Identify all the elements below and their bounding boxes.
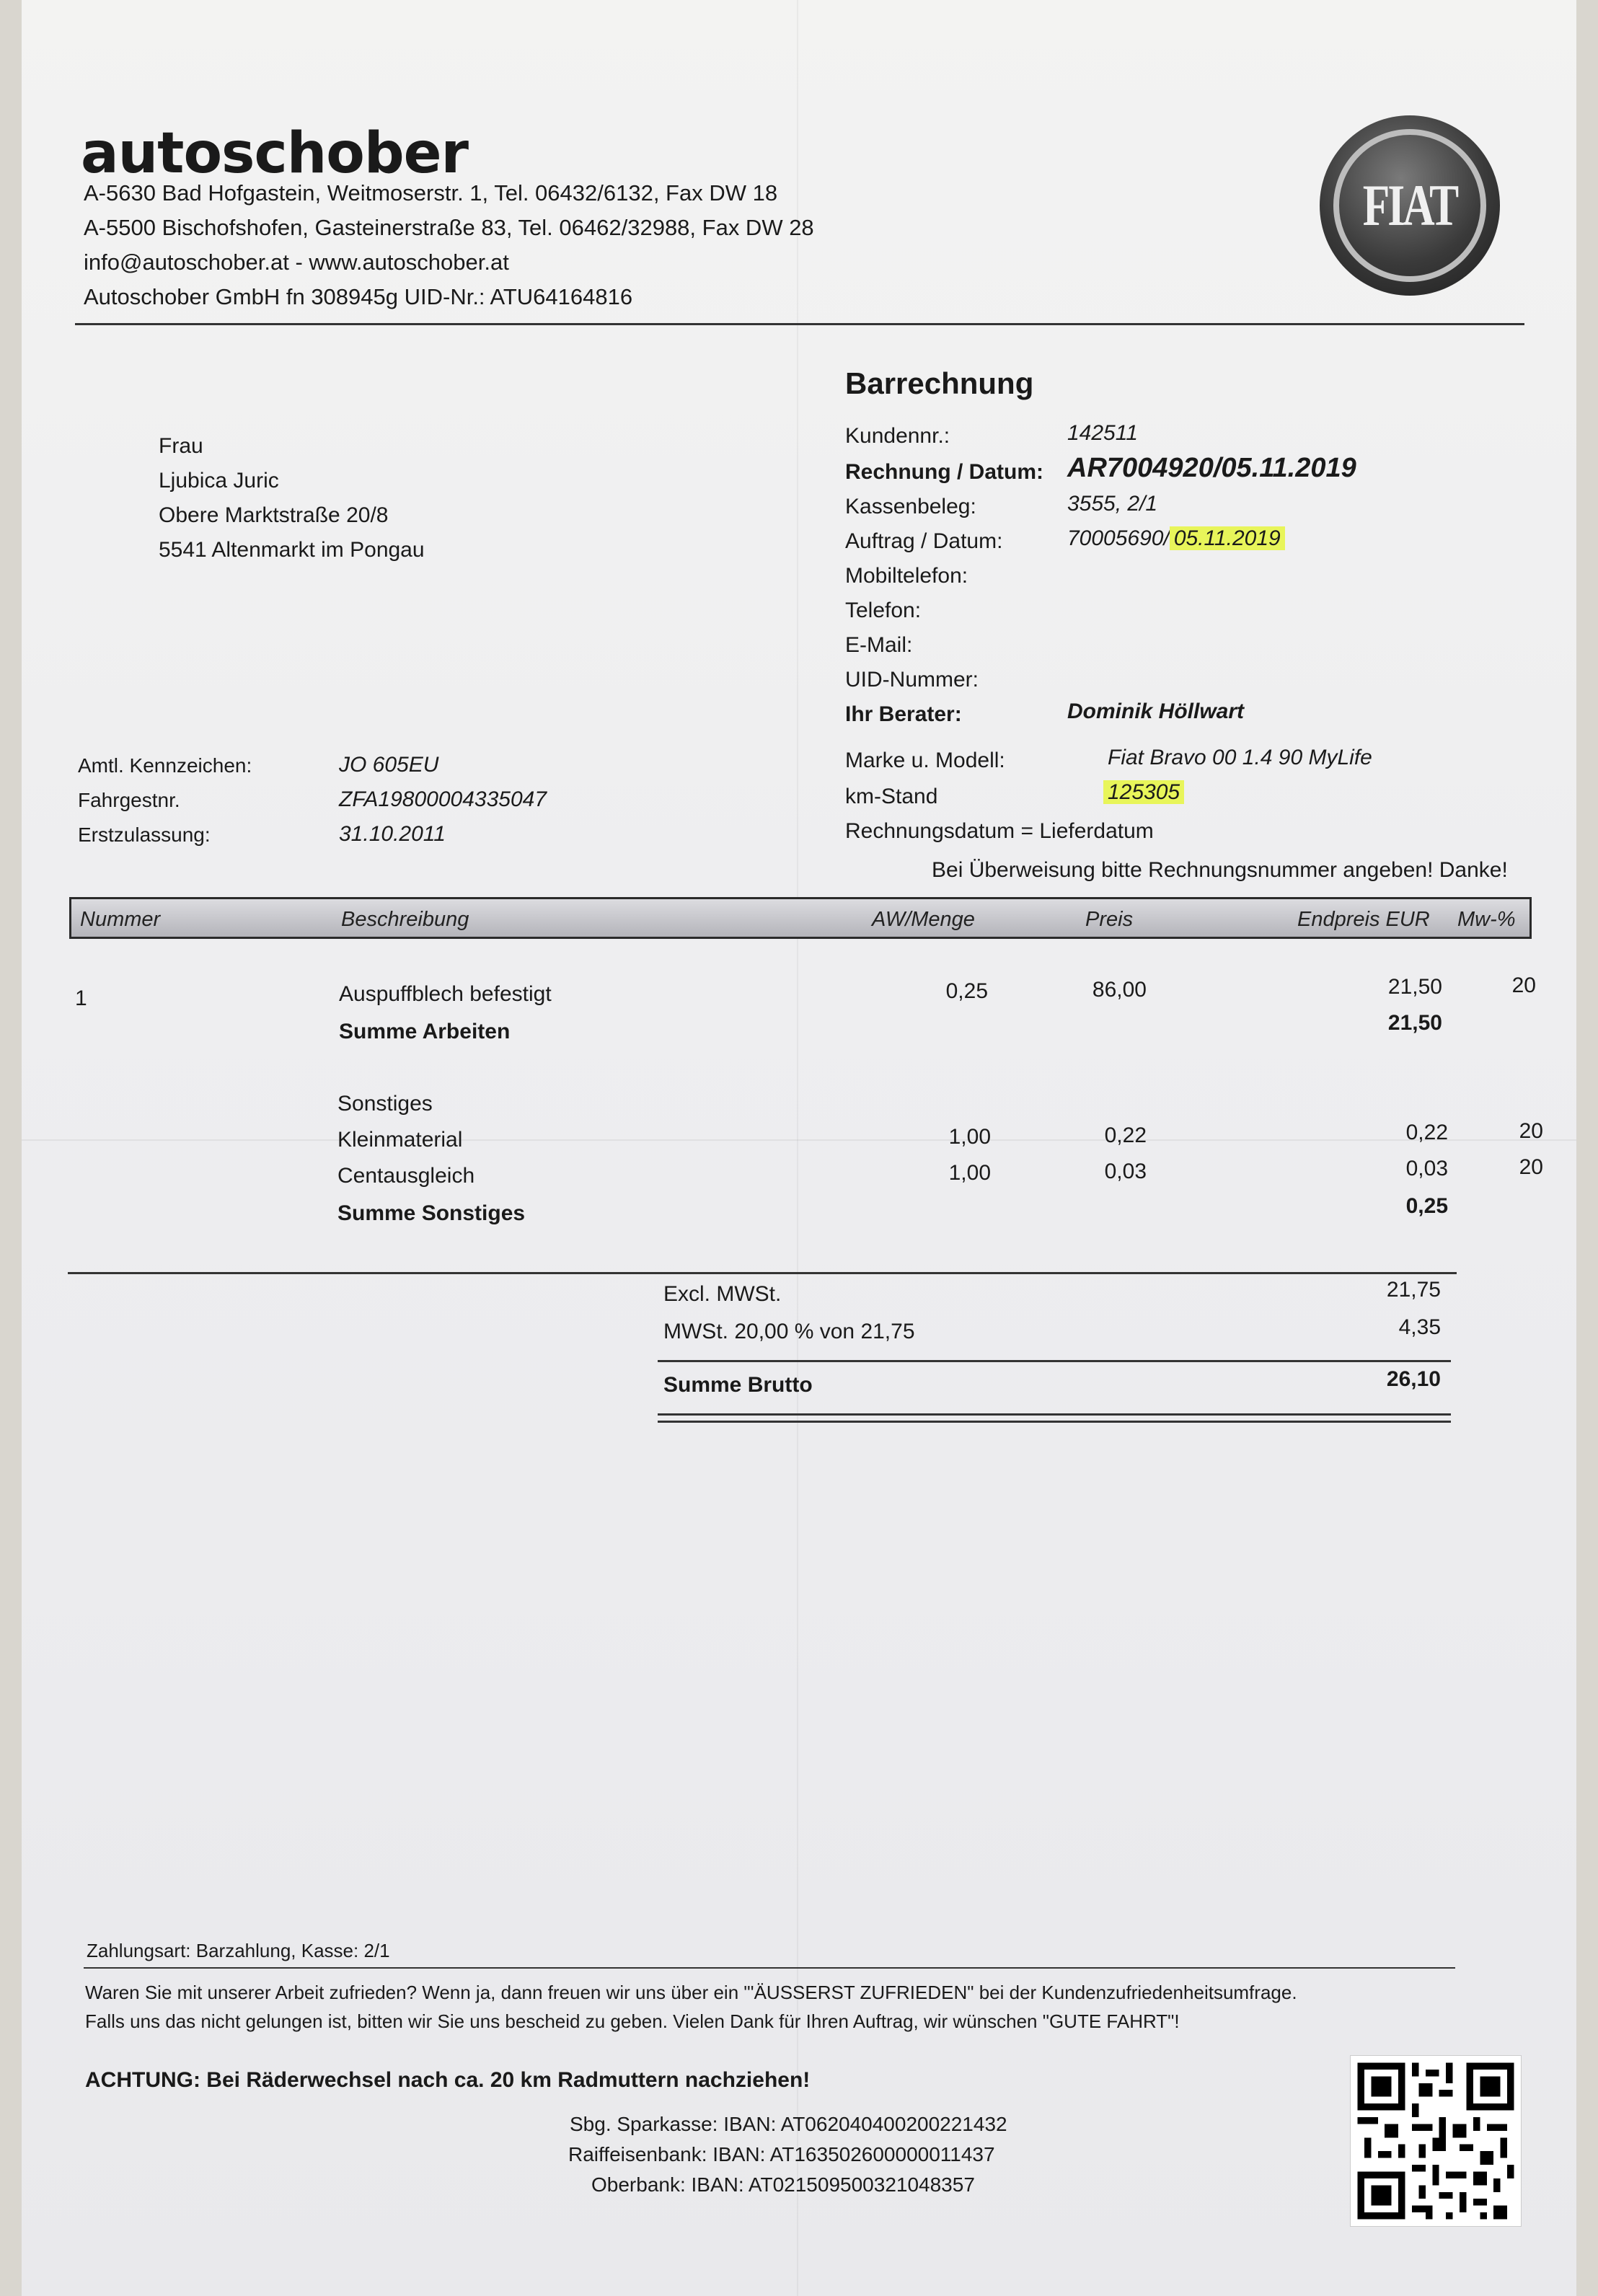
header-menge: AW/Menge [872, 908, 975, 931]
company-address-line-1: A-5630 Bad Hofgastein, Weitmoserstr. 1, Tel. 06432/6132, Fax DW 18 [84, 180, 778, 206]
brutto-value: 26,10 [1386, 1367, 1441, 1391]
berater-value: Dominik Höllwart [1067, 699, 1245, 723]
marke-value: Fiat Bravo 00 1.4 90 MyLife [1108, 746, 1372, 769]
row2-beschreibung: Kleinmaterial [337, 1128, 463, 1152]
survey-line-2: Falls uns das nicht gelungen ist, bitten wir Sie uns bescheid zu geben. Vielen Dank für Ihren Auftrag, wir wünschen "GUTE FAHRT"! [85, 2010, 1180, 2032]
km-value-highlighted [1103, 780, 1184, 805]
table-header [69, 897, 1532, 939]
brutto-double-line-top [658, 1413, 1451, 1416]
zahlungsart: Zahlungsart: Barzahlung, Kasse: 2/1 [87, 1940, 390, 1961]
auftrag-label: Auftrag / Datum: [845, 529, 1003, 553]
row3-mwst: 20 [1519, 1155, 1543, 1179]
achtung-notice: ACHTUNG: Bei Räderwechsel nach ca. 20 km Radmuttern nachziehen! [85, 2068, 811, 2092]
survey-line-1: Waren Sie mit unserer Arbeit zufrieden? Wenn ja, dann freuen wir uns über ein "'ÄUSSERST ZUFRIEDEN" bei der Kundenzufriedenheitsumfrage. [85, 1982, 1297, 2003]
row1-mwst: 20 [1511, 973, 1536, 997]
summe-sonstiges-label: Summe Sonstiges [337, 1201, 526, 1225]
bank-raiffeisen: Raiffeisenbank: IBAN: AT163502600000011437 [568, 2143, 995, 2165]
totals-divider [658, 1360, 1451, 1362]
summe-arbeiten-label: Summe Arbeiten [339, 1020, 511, 1043]
row2-menge: 1,00 [948, 1125, 991, 1149]
row3-beschreibung: Centausgleich [337, 1164, 475, 1188]
row3-preis: 0,03 [1104, 1160, 1147, 1183]
summe-arbeiten-value: 21,50 [1387, 1011, 1442, 1035]
auftrag-number: 70005690/ [1067, 526, 1170, 550]
fahrgestnr-label: Fahrgestnr. [78, 789, 180, 811]
kennzeichen-label: Amtl. Kennzeichen: [78, 754, 252, 777]
brutto-label: Summe Brutto [663, 1373, 813, 1397]
kassenbeleg-value: 3555, 2/1 [1067, 492, 1158, 516]
rechnung-value: AR7004920/05.11.2019 [1067, 453, 1356, 483]
summe-sonstiges-value: 0,25 [1405, 1194, 1448, 1218]
kennzeichen-value: JO 605EU [339, 753, 439, 777]
kassenbeleg-label: Kassenbeleg: [845, 495, 976, 518]
row1-preis: 86,00 [1092, 978, 1147, 1002]
erstzulassung-value: 31.10.2011 [339, 822, 446, 846]
transfer-note: Bei Überweisung bitte Rechnungsnummer angeben! Danke! [932, 858, 1508, 882]
bank-oberbank: Oberbank: IBAN: AT021509500321048357 [591, 2173, 975, 2196]
mwst-value: 4,35 [1398, 1315, 1441, 1339]
sonstiges-label: Sonstiges [337, 1092, 433, 1116]
row2-preis: 0,22 [1104, 1123, 1147, 1147]
row2-mwst: 20 [1519, 1119, 1543, 1143]
excl-label: Excl. MWSt. [663, 1282, 782, 1306]
berater-label: Ihr Berater: [845, 702, 962, 726]
telefon-label: Telefon: [845, 599, 922, 622]
uid-label: UID-Nummer: [845, 668, 979, 692]
company-contact-line: info@autoschober.at - www.autoschober.at [84, 250, 509, 275]
row1-menge: 0,25 [945, 979, 988, 1003]
mobil-label: Mobiltelefon: [845, 564, 968, 588]
row2-endpreis: 0,22 [1405, 1121, 1448, 1144]
recipient-city: 5541 Altenmarkt im Pongau [159, 538, 425, 562]
row3-endpreis: 0,03 [1405, 1157, 1448, 1180]
row3-menge: 1,00 [948, 1161, 991, 1185]
fiat-logo [1320, 115, 1500, 296]
auftrag-value [1067, 526, 1285, 551]
recipient-salutation: Frau [159, 434, 203, 458]
recipient-name: Ljubica Juric [159, 469, 279, 493]
qr-code [1350, 2055, 1522, 2227]
paper-fold-vertical [797, 0, 798, 2296]
row1-nummer: 1 [75, 986, 87, 1010]
km-label: km-Stand [845, 785, 938, 808]
company-address-line-2: A-5500 Bischofshofen, Gasteinerstraße 83, Tel. 06462/32988, Fax DW 28 [84, 215, 814, 240]
recipient-street: Obere Marktstraße 20/8 [159, 503, 389, 527]
kundennr-value: 142511 [1067, 421, 1138, 445]
header-divider [75, 323, 1524, 325]
invoice-title: Barrechnung [845, 366, 1034, 400]
header-preis: Preis [1085, 908, 1134, 931]
row1-beschreibung: Auspuffblech befestigt [339, 982, 552, 1006]
header-mwst: Mw-% [1457, 908, 1516, 931]
company-logo: autoschober [81, 121, 469, 186]
bank-sparkasse: Sbg. Sparkasse: IBAN: AT062040400200221432 [570, 2113, 1007, 2135]
excl-value: 21,75 [1386, 1278, 1441, 1302]
footer-divider [84, 1967, 1455, 1969]
brutto-double-line-bottom [658, 1421, 1451, 1423]
km-value: 125305 [1103, 780, 1184, 804]
rechnung-label: Rechnung / Datum: [845, 460, 1043, 484]
qr-code-graphic [1351, 2056, 1521, 2226]
table-bottom-divider [68, 1272, 1457, 1274]
row1-endpreis: 21,50 [1387, 975, 1442, 999]
marke-label: Marke u. Modell: [845, 749, 1005, 772]
erstzulassung-label: Erstzulassung: [78, 824, 211, 846]
fahrgestnr-value: ZFA19800004335047 [339, 787, 547, 811]
kundennr-label: Kundennr.: [845, 424, 950, 448]
company-registration-line: Autoschober GmbH fn 308945g UID-Nr.: ATU64164816 [84, 284, 633, 309]
header-nummer: Nummer [80, 908, 161, 931]
header-beschreibung: Beschreibung [341, 908, 469, 931]
mwst-label: MWSt. 20,00 % von 21,75 [663, 1320, 915, 1343]
header-endpreis: Endpreis EUR [1297, 908, 1430, 931]
email-label: E-Mail: [845, 633, 913, 657]
fiat-logo-text: FIAT [1362, 172, 1457, 238]
auftrag-date-highlighted: 05.11.2019 [1170, 526, 1285, 550]
rechnungsdatum-note: Rechnungsdatum = Lieferdatum [845, 819, 1154, 843]
